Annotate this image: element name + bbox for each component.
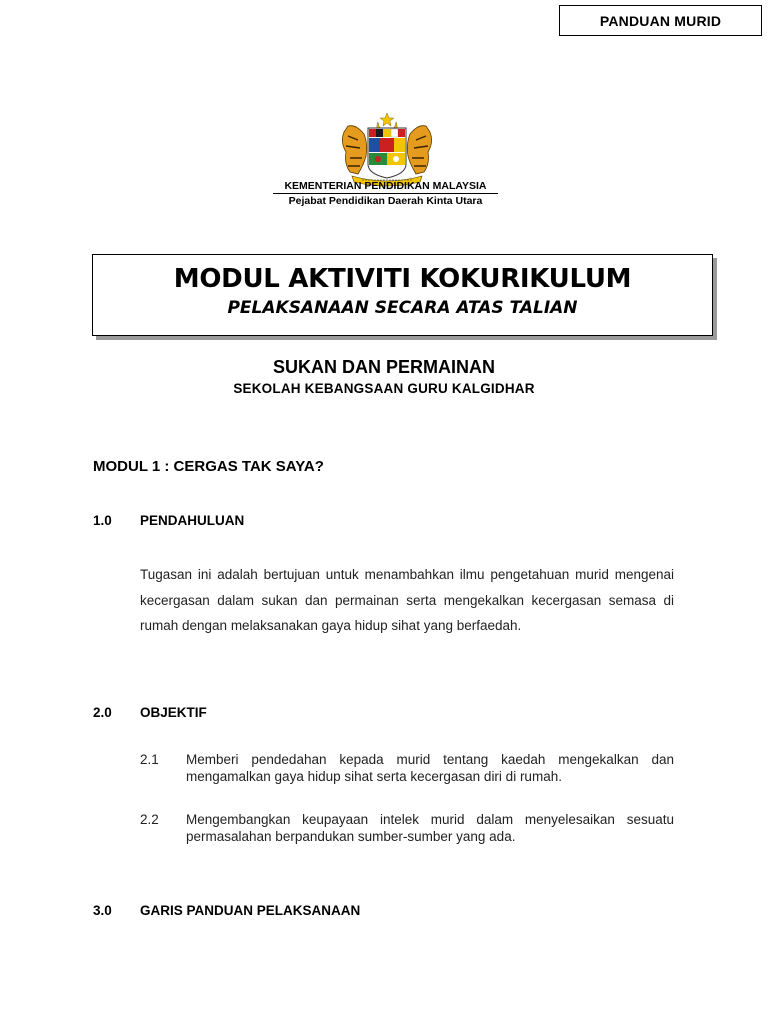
title-box (92, 254, 713, 336)
section-number: 3.0 (93, 903, 112, 918)
section-title: GARIS PANDUAN PELAKSANAAN (140, 903, 361, 918)
objective-number: 2.1 (140, 752, 159, 767)
district-office: Pejabat Pendidikan Daerah Kinta Utara (288, 195, 483, 207)
panduan-murid-badge: PANDUAN MURID (559, 5, 762, 36)
activity-heading: SUKAN DAN PERMAINAN (272, 357, 495, 377)
objective-item (140, 751, 674, 785)
school-heading: SEKOLAH KEBANGSAAN GURU KALGIDHAR (233, 381, 535, 396)
document-subtitle: PELAKSANAAN SECARA ATAS TALIAN (227, 298, 578, 318)
ministry-name: KEMENTERIAN PENDIDIKAN MALAYSIA (273, 180, 498, 194)
section-number: 1.0 (93, 513, 112, 528)
objective-number: 2.2 (140, 812, 159, 827)
section-heading (93, 513, 244, 528)
malaysia-coat-of-arms-icon (338, 112, 436, 188)
objective-text: Memberi pendedahan kepada murid tentang kaedah mengekalkan dan mengamalkan gaya hidup sihat serta kecergasan diri di rumah. (186, 752, 674, 784)
document-title: MODUL AKTIVITI KOKURIKULUM (173, 264, 632, 294)
module-title: MODUL 1 : CERGAS TAK SAYA? (93, 458, 324, 475)
section-body: Tugasan ini adalah bertujuan untuk menambahkan ilmu pengetahuan murid mengenai kecergasan dalam sukan dan permainan serta mengekalkan kecergasan semasa di rumah dengan melaksanakan gaya hidup sihat yang berfaedah. (140, 567, 674, 633)
section-title: OBJEKTIF (140, 705, 207, 720)
section-number: 2.0 (93, 705, 112, 720)
section-title: PENDAHULUAN (140, 513, 245, 528)
objective-item (140, 811, 674, 845)
section-heading (93, 705, 207, 720)
ministry-header (273, 180, 498, 207)
objective-text: Mengembangkan keupayaan intelek murid dalam menyelesaikan sesuatu permasalahan berpandukan sumber-sumber yang ada. (186, 812, 674, 844)
section-heading (93, 903, 360, 918)
